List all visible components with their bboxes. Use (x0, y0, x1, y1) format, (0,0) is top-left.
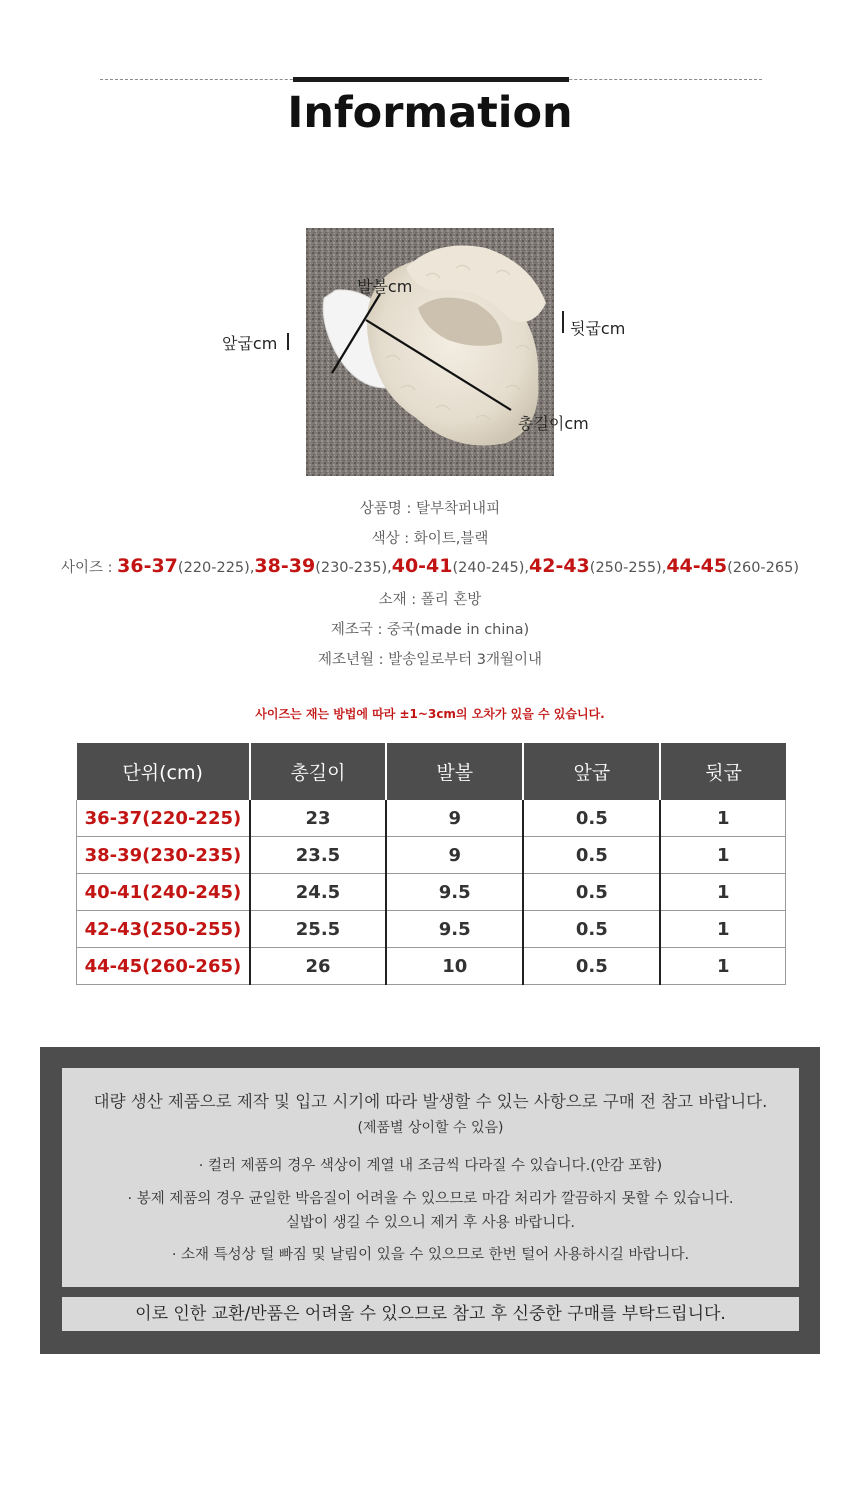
table-row (77, 948, 786, 985)
notice-footer: 이로 인한 교환/반품은 어려울 수 있으므로 참고 후 신중한 구매를 부탁드립니다. (62, 1297, 799, 1331)
measurement-cell: 0.5 (523, 837, 660, 874)
column-header: 앞굽 (523, 743, 660, 800)
measurement-cell: 24.5 (250, 874, 386, 911)
column-header: 발볼 (386, 743, 523, 800)
product-color: 색상 : 화이트,블랙 (371, 531, 489, 547)
size-cell: 42-43(250-255) (77, 911, 250, 948)
notice-line: 실밥이 생길 수 있으니 제거 후 사용 바랍니다. (286, 1215, 575, 1231)
product-name: 상품명 : 탈부착퍼내피 (359, 501, 501, 517)
product-sizes (0, 555, 860, 577)
back-heel-label: 뒷굽cm (570, 319, 626, 338)
size-cell: 40-41(240-245) (77, 874, 250, 911)
measurement-cell: 10 (386, 948, 523, 985)
measurement-cell: 0.5 (523, 948, 660, 985)
notice-box (40, 1047, 820, 1354)
table-row (77, 874, 786, 911)
measurement-cell: 1 (660, 948, 785, 985)
sizes-prefix: 사이즈 : (61, 560, 118, 576)
size-eu: 36-37 (117, 555, 178, 577)
product-photo (306, 228, 554, 476)
notice-line: · 소재 특성상 털 빠짐 및 날림이 있을 수 있으므로 한번 털어 사용하시길 바랍니다. (171, 1247, 690, 1263)
notice-line: · 컬러 제품의 경우 색상이 계열 내 조금씩 다라질 수 있습니다.(안감 포함) (198, 1158, 663, 1174)
measurement-cell: 0.5 (523, 911, 660, 948)
size-eu: 38-39 (254, 555, 316, 577)
measurement-cell: 1 (660, 800, 785, 837)
table-row (77, 911, 786, 948)
column-header: 뒷굽 (660, 743, 785, 800)
measurement-cell: 25.5 (250, 911, 386, 948)
size-separator: , (524, 560, 530, 576)
size-mm: (220-225) (177, 560, 250, 576)
measurement-cell: 1 (660, 911, 785, 948)
front-heel-label: 앞굽cm (222, 334, 278, 353)
product-material: 소재 : 폴리 혼방 (378, 592, 482, 608)
size-mm: (250-255) (589, 560, 662, 576)
measurement-cell: 26 (250, 948, 386, 985)
notice-line: (제품별 상이할 수 있음) (357, 1120, 504, 1136)
product-manufactured: 제조년월 : 발송일로부터 3개월이내 (317, 652, 543, 668)
size-separator: , (249, 560, 255, 576)
size-cell: 36-37(220-225) (77, 800, 250, 837)
measurement-cell: 0.5 (523, 800, 660, 837)
total-length-label: 총길이cm (518, 414, 589, 433)
measurement-cell: 1 (660, 837, 785, 874)
size-eu: 44-45 (666, 555, 728, 577)
size-cell: 44-45(260-265) (77, 948, 250, 985)
measurement-cell: 0.5 (523, 874, 660, 911)
header-accent-bar (293, 77, 569, 82)
table-row (77, 837, 786, 874)
measurement-cell: 23 (250, 800, 386, 837)
size-separator: , (387, 560, 392, 576)
size-mm: (230-235) (315, 560, 388, 576)
sizes-list (117, 555, 799, 577)
table-row (77, 800, 786, 837)
size-eu: 42-43 (529, 555, 590, 577)
notice-content (62, 1068, 799, 1287)
page-title: Information (287, 88, 573, 138)
column-header: 단위(cm) (77, 743, 250, 800)
size-table-body (77, 800, 786, 985)
size-table-header (77, 743, 786, 800)
ball-width-label: 발볼cm (357, 277, 413, 296)
column-header: 총길이 (250, 743, 386, 800)
front-heel-marker (287, 333, 289, 350)
size-mm: (240-245) (452, 560, 525, 576)
size-note: 사이즈는 재는 방법에 따라 ±1~3cm의 오차가 있을 수 있습니다. (255, 707, 605, 721)
size-table (76, 743, 786, 985)
slipper-illustration (306, 228, 554, 476)
measurement-cell: 9.5 (386, 911, 523, 948)
back-heel-marker (562, 311, 564, 333)
size-mm: (260-265) (727, 560, 799, 576)
notice-line: 대량 생산 제품으로 제작 및 입고 시기에 따라 발생할 수 있는 사항으로 구매 전 참고 바랍니다. (93, 1092, 768, 1111)
product-origin: 제조국 : 중국(made in china) (330, 622, 530, 638)
size-separator: , (661, 560, 667, 576)
measurement-cell: 9.5 (386, 874, 523, 911)
measurement-cell: 9 (386, 800, 523, 837)
notice-line: · 봉제 제품의 경우 균일한 박음질이 어려울 수 있으므로 마감 처리가 깔끔하지 못할 수 있습니다. (127, 1191, 734, 1207)
size-eu: 40-41 (391, 555, 453, 577)
measurement-cell: 1 (660, 874, 785, 911)
measurement-cell: 9 (386, 837, 523, 874)
size-cell: 38-39(230-235) (77, 837, 250, 874)
measurement-cell: 23.5 (250, 837, 386, 874)
